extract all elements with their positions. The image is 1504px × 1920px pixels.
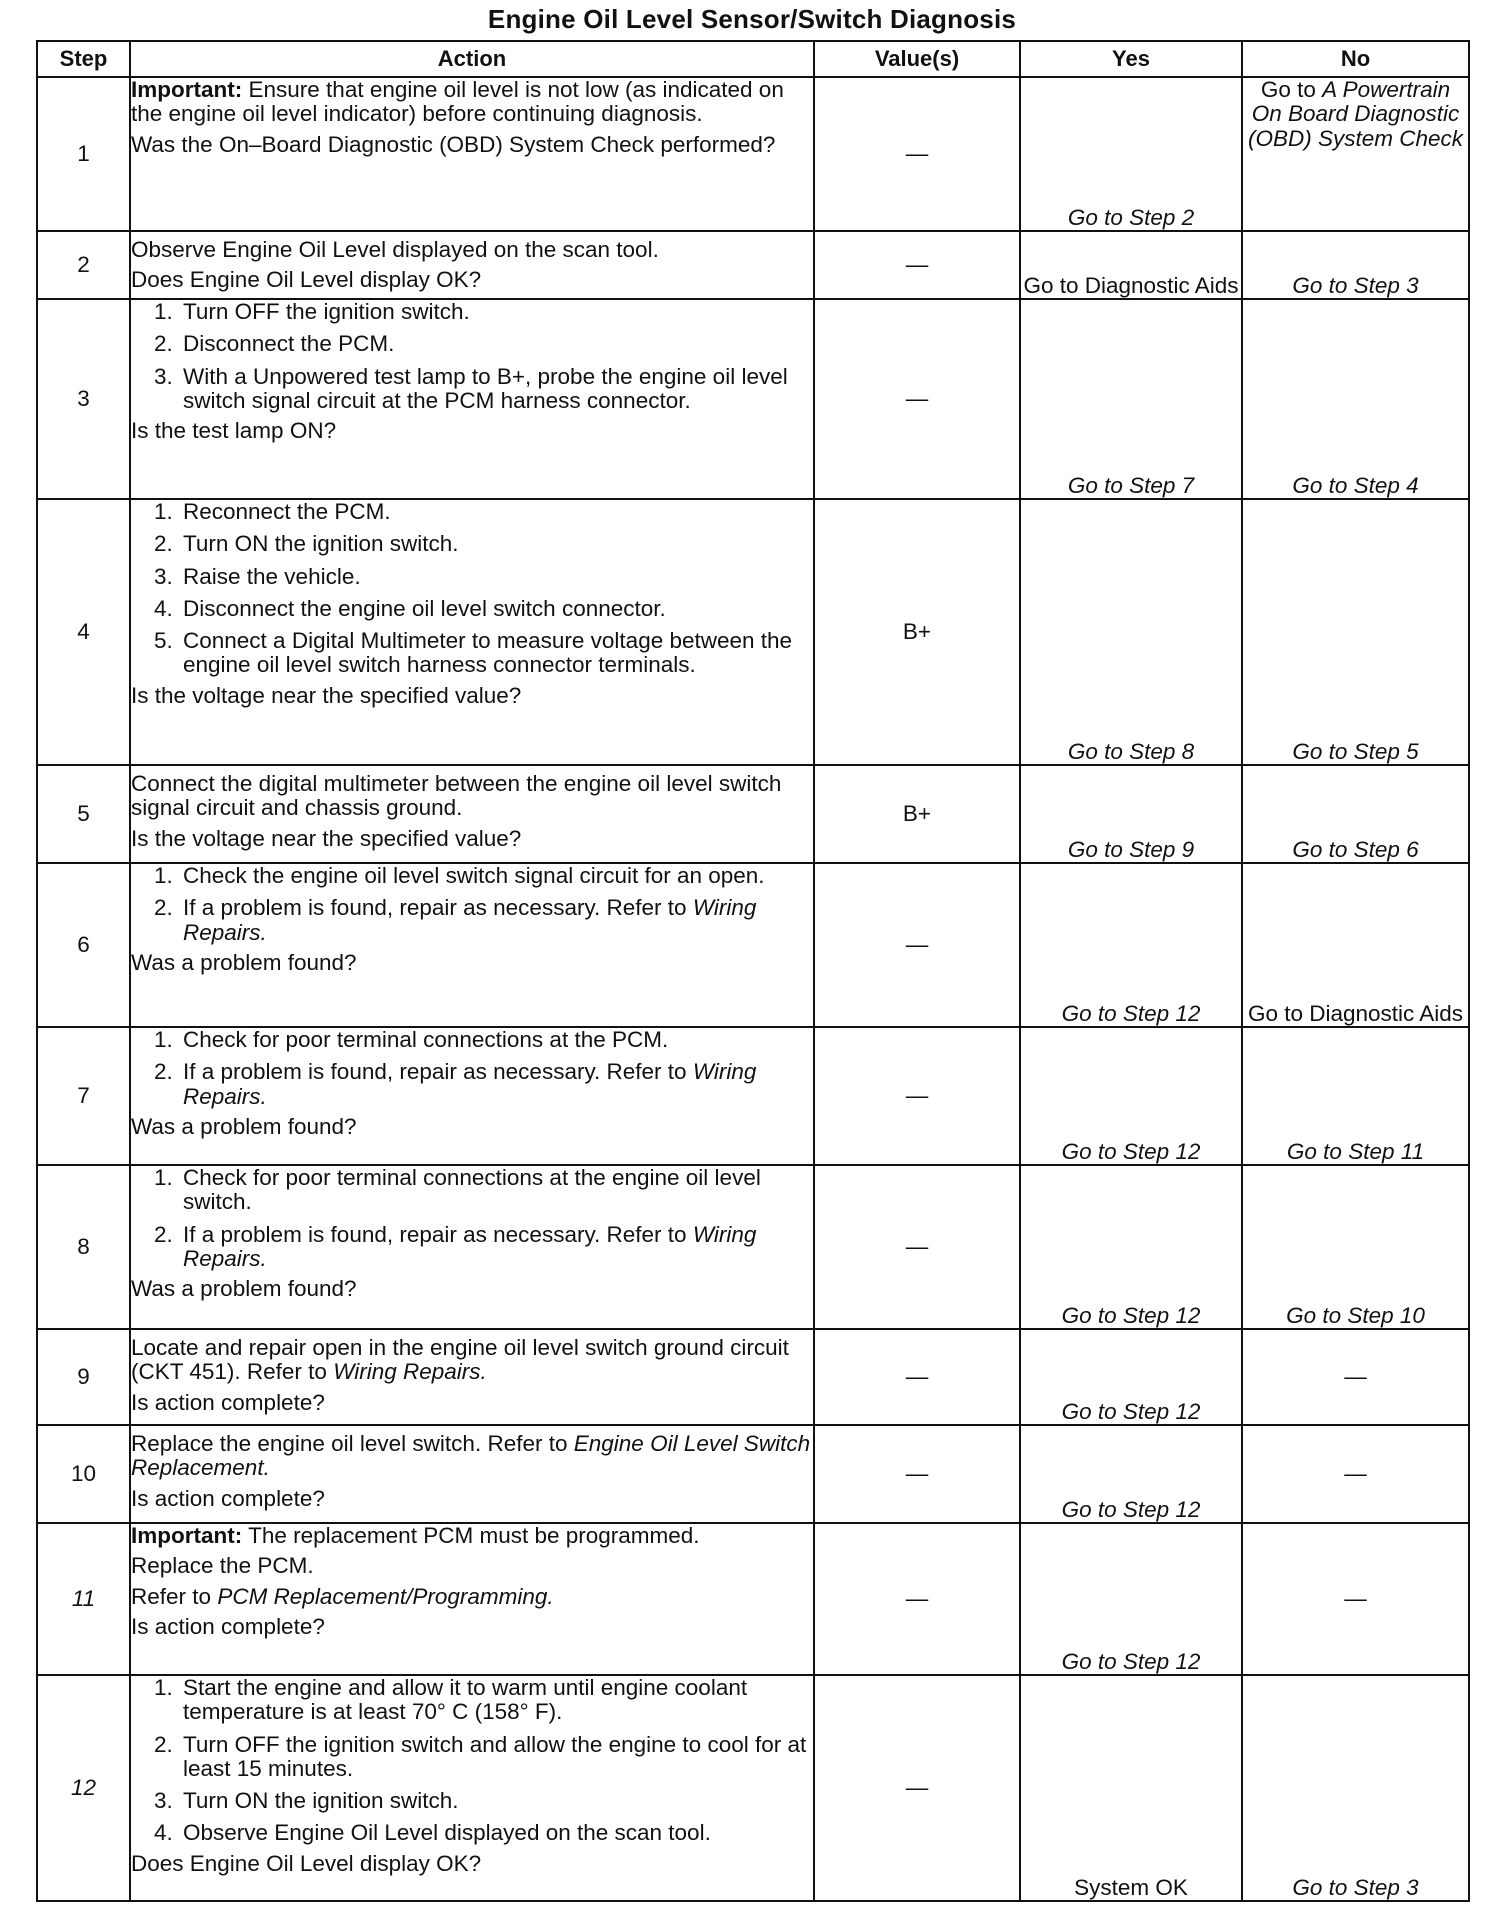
no-cell: Go to Step 3 [1242, 1675, 1469, 1901]
list-item [179, 1060, 813, 1109]
action-text: Replace the PCM. [131, 1553, 314, 1579]
list-item: 1. Turn OFF the ignition switch. [179, 300, 813, 324]
table-row [37, 1425, 1469, 1523]
header-no: No [1242, 41, 1469, 77]
wiring-repairs-ref: Wiring Repairs. [183, 1221, 757, 1271]
value-cell: B+ [814, 765, 1020, 863]
yes-cell: Go to Step 12 [1020, 1027, 1242, 1165]
header-step: Step [37, 41, 130, 77]
list-item [179, 1223, 813, 1272]
list-item: 2. Turn OFF the ignition switch and allow the engine to cool for at least 15 minutes. [179, 1733, 813, 1782]
substep-list [131, 500, 813, 678]
question: Is action complete? [131, 1485, 325, 1511]
step-number: 9 [37, 1329, 130, 1425]
list-item: 2. Disconnect the PCM. [179, 332, 813, 356]
question: Does Engine Oil Level display OK? [131, 267, 482, 293]
list-item [179, 896, 813, 945]
no-cell: Go to Diagnostic Aids [1242, 863, 1469, 1027]
question: Was a problem found? [131, 949, 357, 975]
yes-cell: Go to Diagnostic Aids [1020, 231, 1242, 299]
step-number: 11 [37, 1523, 130, 1675]
question: Was the On–Board Diagnostic (OBD) System Check performed? [131, 131, 776, 157]
wiring-repairs-ref: Wiring Repairs. [183, 895, 757, 945]
no-cell [1242, 77, 1469, 231]
yes-cell: Go to Step 12 [1020, 1523, 1242, 1675]
question: Is the voltage near the specified value? [131, 682, 522, 708]
value-cell: — [814, 1523, 1020, 1675]
no-cell: Go to Step 5 [1242, 499, 1469, 765]
action-cell [130, 299, 814, 499]
diagnosis-table [36, 40, 1470, 1902]
no-cell: — [1242, 1523, 1469, 1675]
important-text: Ensure that engine oil level is not low (as indicated on the engine oil level indicator) before continuing diagnosis. [131, 77, 784, 127]
wiring-repairs-ref: Wiring Repairs. [183, 1059, 757, 1109]
value-cell: — [814, 1675, 1020, 1901]
action-text: Observe Engine Oil Level displayed on the scan tool. [131, 237, 659, 262]
step-number: 3 [37, 299, 130, 499]
question: Was a problem found? [131, 1113, 357, 1139]
page-title: Engine Oil Level Sensor/Switch Diagnosis [487, 4, 1017, 34]
action-text: Replace the engine oil level switch. Refer to [131, 1431, 568, 1456]
action-text: Connect the digital multimeter between the engine oil level switch signal circuit and chassis ground. [131, 771, 782, 821]
substep-text: If a problem is found, repair as necessary. Refer to [183, 1059, 687, 1085]
no-prefix: Go to [1260, 77, 1316, 102]
important-label: Important: [131, 77, 243, 102]
no-reference: A Powertrain On Board Diagnostic (OBD) System Check [1247, 77, 1464, 151]
yes-cell: Go to Step 9 [1020, 765, 1242, 863]
no-cell: Go to Step 11 [1242, 1027, 1469, 1165]
table-row [37, 1165, 1469, 1329]
question: Is action complete? [131, 1389, 325, 1415]
no-cell: — [1242, 1425, 1469, 1523]
yes-cell: System OK [1020, 1675, 1242, 1901]
step-number: 4 [37, 499, 130, 765]
value-cell: — [814, 1165, 1020, 1329]
list-item: 1. Check the engine oil level switch signal circuit for an open. [179, 864, 813, 888]
substep-list [131, 1166, 813, 1271]
important-label: Important: [131, 1523, 243, 1548]
list-item: 1. Reconnect the PCM. [179, 500, 813, 524]
header-action: Action [130, 41, 814, 77]
value-cell: B+ [814, 499, 1020, 765]
action-cell [130, 231, 814, 299]
table-row [37, 499, 1469, 765]
list-item: 4. Disconnect the engine oil level switch connector. [179, 597, 813, 621]
substep-text: If a problem is found, repair as necessary. Refer to [183, 1221, 687, 1247]
substep-list [131, 300, 813, 413]
value-cell: — [814, 1425, 1020, 1523]
table-row [37, 1329, 1469, 1425]
action-cell [130, 1425, 814, 1523]
no-cell: Go to Step 10 [1242, 1165, 1469, 1329]
pcm-programming-ref: PCM Replacement/Programming. [217, 1583, 554, 1609]
list-item: 1. Check for poor terminal connections at the PCM. [179, 1028, 813, 1052]
action-cell [130, 765, 814, 863]
action-text: Refer to [131, 1583, 212, 1609]
substep-list [131, 1028, 813, 1109]
question: Is the test lamp ON? [131, 418, 337, 444]
important-text: The replacement PCM must be programmed. [248, 1523, 700, 1548]
yes-cell: Go to Step 7 [1020, 299, 1242, 499]
action-cell [130, 1329, 814, 1425]
yes-cell: Go to Step 12 [1020, 1329, 1242, 1425]
header-yes: Yes [1020, 41, 1242, 77]
table-row [37, 765, 1469, 863]
step-number: 12 [37, 1675, 130, 1901]
action-cell [130, 77, 814, 231]
table-row [37, 299, 1469, 499]
step-number: 5 [37, 765, 130, 863]
action-text: Locate and repair open in the engine oil level switch ground circuit (CKT 451). Refer to [131, 1335, 789, 1385]
list-item: 5. Connect a Digital Multimeter to measure voltage between the engine oil level switch harness connector terminals. [179, 629, 813, 678]
action-cell [130, 863, 814, 1027]
question: Is action complete? [131, 1613, 325, 1639]
list-item: 3. With a Unpowered test lamp to B+, probe the engine oil level switch signal circuit at the PCM harness connector. [179, 365, 813, 414]
no-cell: Go to Step 6 [1242, 765, 1469, 863]
step-number: 8 [37, 1165, 130, 1329]
header-row [37, 41, 1469, 77]
value-cell: — [814, 1027, 1020, 1165]
list-item: 1. Check for poor terminal connections at the engine oil level switch. [179, 1166, 813, 1215]
yes-cell: Go to Step 12 [1020, 1165, 1242, 1329]
question: Does Engine Oil Level display OK? [131, 1850, 482, 1876]
list-item: 2. Turn ON the ignition switch. [179, 532, 813, 556]
yes-cell: Go to Step 2 [1020, 77, 1242, 231]
replacement-ref: Engine Oil Level Switch Replacement. [131, 1431, 811, 1481]
step-number: 1 [37, 77, 130, 231]
value-cell: — [814, 1329, 1020, 1425]
table-row [37, 231, 1469, 299]
no-cell: Go to Step 3 [1242, 231, 1469, 299]
table-row [37, 863, 1469, 1027]
list-item: 4. Observe Engine Oil Level displayed on the scan tool. [179, 1821, 813, 1845]
substep-list [131, 1676, 813, 1846]
list-item: 3. Turn ON the ignition switch. [179, 1789, 813, 1813]
table-row [37, 77, 1469, 231]
action-cell [130, 1165, 814, 1329]
value-cell: — [814, 863, 1020, 1027]
wiring-repairs-ref: Wiring Repairs. [333, 1359, 487, 1385]
step-number: 2 [37, 231, 130, 299]
value-cell: — [814, 77, 1020, 231]
action-cell [130, 1027, 814, 1165]
table-row [37, 1675, 1469, 1901]
substep-text: If a problem is found, repair as necessary. Refer to [183, 895, 687, 921]
list-item: 3. Raise the vehicle. [179, 565, 813, 589]
question: Was a problem found? [131, 1276, 357, 1302]
header-values: Value(s) [814, 41, 1020, 77]
table-row [37, 1027, 1469, 1165]
substep-list [131, 864, 813, 945]
value-cell: — [814, 231, 1020, 299]
no-cell: — [1242, 1329, 1469, 1425]
step-number: 10 [37, 1425, 130, 1523]
action-cell [130, 1675, 814, 1901]
question: Is the voltage near the specified value? [131, 825, 522, 851]
action-cell [130, 1523, 814, 1675]
action-cell [130, 499, 814, 765]
list-item: 1. Start the engine and allow it to warm until engine coolant temperature is at least 70° C (158° F). [179, 1676, 813, 1725]
step-number: 6 [37, 863, 130, 1027]
value-cell: — [814, 299, 1020, 499]
no-cell: Go to Step 4 [1242, 299, 1469, 499]
table-row [37, 1523, 1469, 1675]
yes-cell: Go to Step 12 [1020, 863, 1242, 1027]
yes-cell: Go to Step 8 [1020, 499, 1242, 765]
yes-cell: Go to Step 12 [1020, 1425, 1242, 1523]
step-number: 7 [37, 1027, 130, 1165]
